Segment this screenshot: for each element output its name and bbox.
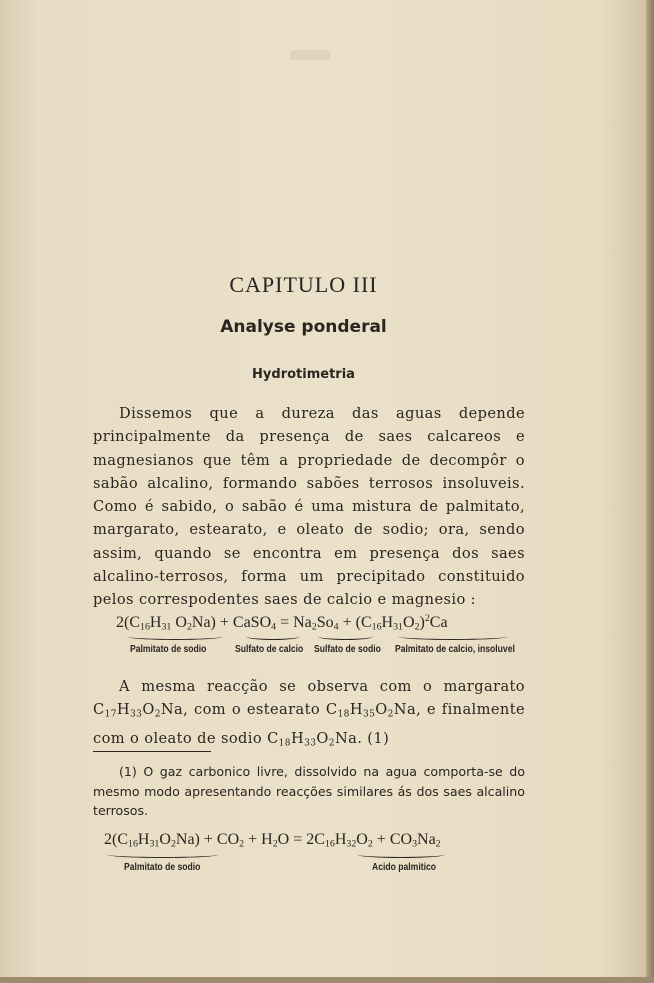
footnote-reference: . (1) (357, 729, 390, 747)
brace-5 (107, 851, 219, 858)
formula-margarato: $C_{17}H_{33}O_2Na$ (93, 701, 184, 720)
brace-2 (246, 633, 300, 640)
footnote-divider (93, 751, 211, 752)
caption-palmitato-calcio: Palmitato de calcio, insoluvel (395, 643, 515, 655)
show-through-page-number (290, 50, 330, 60)
brace-6 (357, 851, 445, 858)
footnote-text: O gaz carbonico livre, dissolvido na agua comporta-se do mesmo modo apresentando reacções similares ás dos saes alcalino terrosos. (93, 764, 525, 818)
eq1-sulfato-sodio: $Na_2So_4$ (293, 613, 339, 633)
equals-sign: = (280, 613, 294, 631)
equals-sign: = (293, 831, 307, 848)
brace-3 (318, 633, 373, 640)
eq2-co2: $CO_2$ (216, 831, 245, 850)
plus-sign: + (219, 613, 233, 631)
caption-palmitato-sodio-2: Palmitato de sodio (124, 861, 201, 873)
paragraph-reaction-intro: A mesma reacção se observa com o margarato (119, 678, 525, 695)
eq2-water: $H_2O$ (261, 831, 290, 850)
plus-sign: + (248, 831, 262, 848)
paragraph-reaction (93, 675, 525, 755)
eq2-palmitato-sodio: $2(C_{16}H_{31}O_2Na)$ (104, 831, 200, 850)
brace-1 (127, 633, 223, 640)
section-title: Analyse ponderal (220, 317, 387, 337)
paragraph-intro: Dissemos que a dureza das aguas depende principalmente da presença de saes calcareos e magnesianos que têm a propriedade de decompôr o sabão alcalino, formando sabões terrosos insoluveis. Como é sabido, o sabão é uma mistura de palmitato, margarato, estearato, e oleato de sodio; ora, sendo assim, quando se encontra em presença dos saes alcalino-terrosos, forma um precipitado constituido pelos correspodentes saes de calcio e magnesio : (93, 405, 525, 609)
caption-sulfato-calcio: Sulfato de calcio (235, 643, 304, 655)
eq1-palmitato-sodio: $2(C_{16}H_{31}$ $O_2Na$) (116, 613, 216, 633)
footnote (93, 762, 525, 821)
chapter-heading: CAPITULO III (229, 272, 378, 297)
page-edge-bottom (0, 977, 654, 983)
caption-acido-palmitico: Acido palmitico (372, 861, 436, 873)
plus-sign: + (342, 613, 356, 631)
page-edge-right (646, 0, 654, 983)
plus-sign: + (203, 831, 217, 848)
equation-1 (116, 613, 448, 632)
plus-sign: + (376, 831, 390, 848)
equation-2 (104, 831, 441, 849)
eq2-carbonato-sodio: $CO_3Na_2$ (389, 831, 441, 850)
formula-estearato: $C_{18}H_{35}O_2Na$ (325, 701, 417, 720)
eq1-sulfato-calcio: CaSO$_4$ (232, 613, 277, 633)
footnote-marker: (1) (119, 764, 137, 779)
paragraph-reaction-mid1: , com o estearato (183, 701, 321, 719)
caption-palmitato-sodio: Palmitato de sodio (130, 643, 207, 655)
brace-4 (398, 633, 508, 640)
eq1-palmitato-calcio: $(C_{16}H_{31}O_2)^2Ca$ (355, 613, 448, 633)
section-subtitle: Hydrotimetria (252, 367, 355, 382)
paragraph-reaction-mid2: , e finalmente com o oleato de sodio (93, 701, 525, 747)
caption-sulfato-sodio: Sulfato de sodio (314, 643, 381, 655)
formula-oleato: $C_{18}H_{33}O_2Na$ (267, 729, 358, 749)
eq2-acido-palmitico: $2C_{16}H_{32}O_2$ (306, 831, 373, 850)
